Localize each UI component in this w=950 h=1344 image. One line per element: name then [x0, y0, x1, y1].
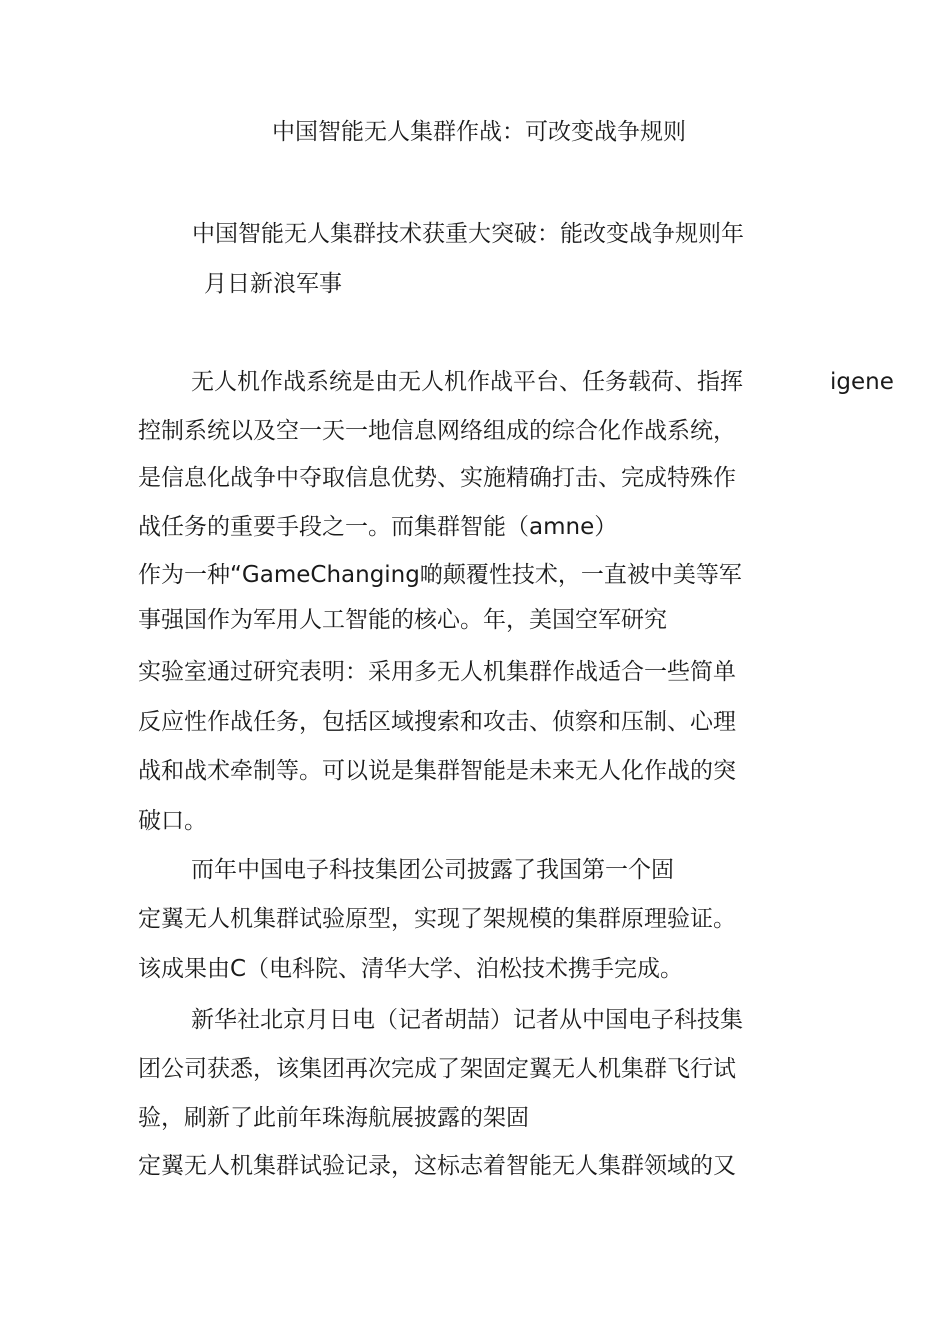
body-line: 战任务的重要手段之一。而集群智能（amne） — [138, 514, 618, 540]
subtitle-line-2: 月日新浪军事 — [204, 271, 342, 297]
body-line: 作为一种“GameChanging啲颠覆性技术，一直被中美等军 — [138, 562, 742, 588]
subtitle-line-1: 中国智能无人集群技术获重大突破：能改变战争规则年 — [192, 221, 744, 247]
body-line: 事强国作为军用人工智能的核心。年，美国空军研究 — [138, 607, 667, 633]
body-line: 该成果由C（电科院、清华大学、泊松技术携手完成。 — [138, 956, 684, 982]
body-line: 新华社北京月日电（记者胡喆）记者从中国电子科技集 — [191, 1007, 743, 1033]
body-line: 破口。 — [138, 808, 207, 834]
body-line: 团公司获悉，该集团再次完成了架固定翼无人机集群飞行试 — [138, 1056, 736, 1082]
body-line: 实验室通过研究表明：采用多无人机集群作战适合一些简单 — [138, 659, 736, 685]
body-line: 定翼无人机集群试验原型，实现了架规模的集群原理验证。 — [138, 906, 736, 932]
body-line: 控制系统以及空一天一地信息网络组成的综合化作战系统， — [138, 418, 736, 444]
body-line: 而年中国电子科技集团公司披露了我国第一个固 — [191, 857, 674, 883]
body-line: 验，刷新了此前年珠海航展披露的架固 — [138, 1105, 529, 1131]
body-line: 无人机作战系统是由无人机作战平台、任务载荷、指挥 — [191, 369, 743, 395]
body-line: 反应性作战任务，包括区域搜索和攻击、侦察和压制、心理 — [138, 709, 736, 735]
body-line: 战和战术牵制等。可以说是集群智能是未来无人化作战的突 — [138, 758, 736, 784]
margin-note: igene — [830, 369, 894, 395]
body-line: 是信息化战争中夺取信息优势、实施精确打击、完成特殊作 — [138, 465, 736, 491]
body-line: 定翼无人机集群试验记录，这标志着智能无人集群领域的又 — [138, 1153, 736, 1179]
document-title: 中国智能无人集群作战：可改变战争规则 — [272, 119, 686, 145]
